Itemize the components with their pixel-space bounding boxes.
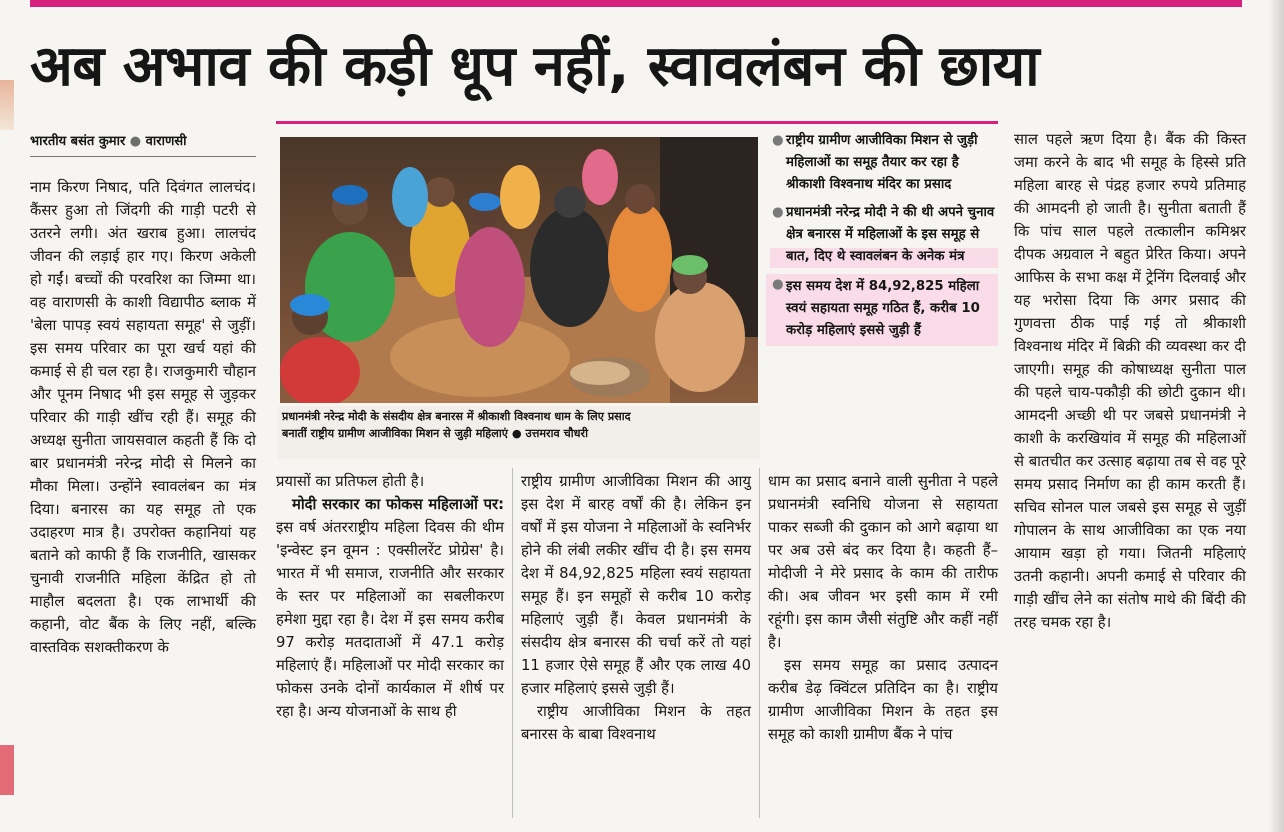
column-divider: [512, 468, 513, 818]
caption-line-2: बनातीं राष्ट्रीय ग्रामीण आजीविका मिशन से जुड़ी महिलाएं: [282, 427, 508, 440]
highlights-box: [770, 130, 998, 352]
adjacent-page-edge-bottom: [0, 745, 14, 795]
byline-author: भारतीय बसंत कुमार: [30, 134, 126, 149]
bullet-icon: ●: [772, 133, 784, 148]
paragraph: राष्ट्रीय ग्रामीण आजीविका मिशन की आयु इस देश में बारह वर्षों की है। लेकिन इन वर्षों में इस योजना ने महिलाओं के स्वनिर्भर होने की लंबी लकीर खींच दी है। इस समय देश में 84,92,825 महिला स्वयं सहायता समूह हैं। इन समूहों से करीब 10 करोड़ महिलाएं जुड़ी हैं। केवल प्रधानमंत्री के संसदीय क्षेत्र बनारस की चर्चा करें तो यहां 11 हजार ऐसे समूह हैं और एक लाख 40 हजार महिलाएं इससे जुड़ी हैं।: [521, 473, 751, 697]
photo-caption: [278, 406, 760, 459]
paragraph: प्रयासों का प्रतिफल होती है।: [276, 473, 425, 490]
article-column-1: [30, 176, 256, 659]
subheading: मोदी सरकार का फोकस महिलाओं पर:: [292, 496, 504, 513]
adjacent-page-edge: [0, 80, 14, 130]
byline: [30, 131, 260, 149]
news-photo: [280, 137, 758, 403]
byline-rule: [30, 156, 256, 157]
highlight-item: ● राष्ट्रीय ग्रामीण आजीविका मिशन से जुड़ी महिलाओं का समूह तैयार कर रहा है श्रीकाशी विश्वनाथ मंदिर का प्रसाद: [770, 130, 998, 196]
top-accent-bar: [30, 0, 1242, 7]
photo-illustration: [280, 137, 758, 403]
column-divider: [759, 468, 760, 818]
headline: अब अभाव की कड़ी धूप नहीं, स्वावलंबन की छाया: [30, 34, 1040, 99]
highlight-item: ● इस समय देश में 84,92,825 महिला स्वयं सहायता समूह गठित हैं, करीब 10 करोड़ महिलाएं इससे जुड़ी हैं: [766, 274, 998, 346]
highlight-item: ● प्रधानमंत्री नरेन्द्र मोदी ने की थी अपने चुनाव क्षेत्र बनारस में महिलाओं के इस समूह से बात, दिए थे स्वावलंबन के अनेक मंत्र: [770, 202, 998, 268]
paragraph: मोदी सरकार का फोकस महिलाओं पर: इस वर्ष अंतरराष्ट्रीय महिला दिवस की थीम 'इन्वेस्ट इन वूमन : एक्सीलरेंट प्रोग्रेस' है। भारत में भी समाज, राजनीति और सरकार के स्तर पर महिलाओं का सबलीकरण हमेशा मुद्दा रहा है। देश में इस समय करीब 97 करोड़ मतदाताओं में 47.1 करोड़ महिलाएं हैं। महिलाओं पर मोदी सरकार का फोकस उनके दोनों कार्यकाल में शीर्ष पर रहा है। अन्य योजनाओं के साथ ही: [276, 496, 504, 720]
byline-separator: ●: [129, 134, 142, 149]
article-column-4: [768, 470, 998, 746]
paragraph: नाम किरण निषाद, पति दिवंगत लालचंद। कैंसर हुआ तो जिंदगी की गाड़ी पटरी से उतरने लगी। अंत खराब हुआ। लालचंद जीवन की लड़ाई हार गए। किरण अकेली हो गईं। बच्चों की परवरिश का जिम्मा था। वह वाराणसी के काशी विद्यापीठ ब्लाक में 'बेला पापड़ स्वयं सहायता समूह' से जुड़ीं। इस समय परिवार का पूरा खर्च यहां की कमाई से ही चल रहा है। राजकुमारी चौहान और पूनम निषाद भी इस समूह से जुड़कर परिवार की गाड़ी खींच रही हैं। समूह की अध्यक्ष सुनीता जायसवाल कहती हैं कि दो बार प्रधानमंत्री नरेन्द्र मोदी से मिलने का मौका मिला। उन्होंने स्वावलंबन का मंत्र दिया। बनारस का यह समूह तो एक उदाहरण मात्र है। उपरोक्त कहानियां यह बताने को काफी हैं कि राजनीति, खासकर चुनावी राजनीति महिला केंद्रित हो तो माहौल बदलता है। एक लाभार्थी की कहानी, वोट बैंक के लिए नहीं, बल्कि वास्तविक सशक्तीकरण के: [30, 179, 256, 656]
article-column-3: [521, 470, 751, 746]
article-column-5: [1014, 128, 1246, 634]
paragraph: राष्ट्रीय आजीविका मिशन के तहत बनारस के बाबा विश्वनाथ: [521, 703, 751, 743]
photo-top-rule: [276, 121, 998, 124]
paragraph: इस समय समूह का प्रसाद उत्पादन करीब डेढ़ क्विंटल प्रतिदिन का है। राष्ट्रीय ग्रामीण आजीविका मिशन के तहत इस समूह को काशी ग्रामीण बैंक ने पांच: [768, 657, 998, 743]
paragraph: धाम का प्रसाद बनाने वाली सुनीता ने पहले प्रधानमंत्री स्वनिधि योजना से सहायता पाकर सब्जी की दुकान को आगे बढ़ाया था पर अब उसे बंद कर दिया है। कहती हैं–मोदीजी ने मेरे प्रसाद के काम की तारीफ की। अब जीवन भर इसी काम में रमी रहूंगी। इस काम जैसी संतुष्टि और कहीं नहीं है।: [768, 473, 998, 651]
bullet-icon: ●: [772, 277, 784, 292]
bullet-icon: ●: [772, 205, 784, 220]
caption-line-1: प्रधानमंत्री नरेन्द्र मोदी के संसदीय क्षेत्र बनारस में श्रीकाशी विश्वनाथ धाम के लिए प्रसाद: [282, 410, 631, 423]
byline-city: वाराणसी: [145, 134, 187, 149]
paragraph: साल पहले ऋण दिया है। बैंक की किस्त जमा करने के बाद भी समूह के हिस्से प्रति महिला बारह से पंद्रह हजार रुपये प्रतिमाह की आमदनी हो जाती है। सुनीता बताती हैं कि पांच साल पहले तत्कालीन कमिश्नर दीपक अग्रवाल ने बहुत प्रेरित किया। अपने आफिस के सभा कक्ष में ट्रेनिंग दिलवाई और यह भरोसा दिया कि अगर प्रसाद की गुणवत्ता ठीक पाई गई तो श्रीकाशी विश्वनाथ मंदिर में बिक्री की व्यवस्था कर दी जाएगी। समूह की कोषाध्यक्ष सुनीता पाल की पहले चाय-पकौड़ी की छोटी दुकान थी। आमदनी अच्छी थी पर जबसे प्रधानमंत्री ने काशी के करखियांव में समूह की महिलाओं से बातचीत कर उत्साह बढ़ाया तब से वह पूरे समय प्रसाद निर्माण का ही काम करती हैं। सचिव सोनल पाल जबसे इस समूह से जुड़ीं गोपालन के साथ आजीविका का एक नया आयाम खड़ा हो गया। जितनी महिलाएं उतनी कहानी। अपनी कमाई से परिवार की गाड़ी खींच लेने का संतोष माथे की बिंदी की तरह चमक रहा है।: [1014, 131, 1246, 631]
photo-credit: ● उत्तमराव चौधरी: [511, 427, 588, 440]
page-fold-shadow: [1268, 0, 1284, 832]
article-column-2: [276, 470, 504, 723]
